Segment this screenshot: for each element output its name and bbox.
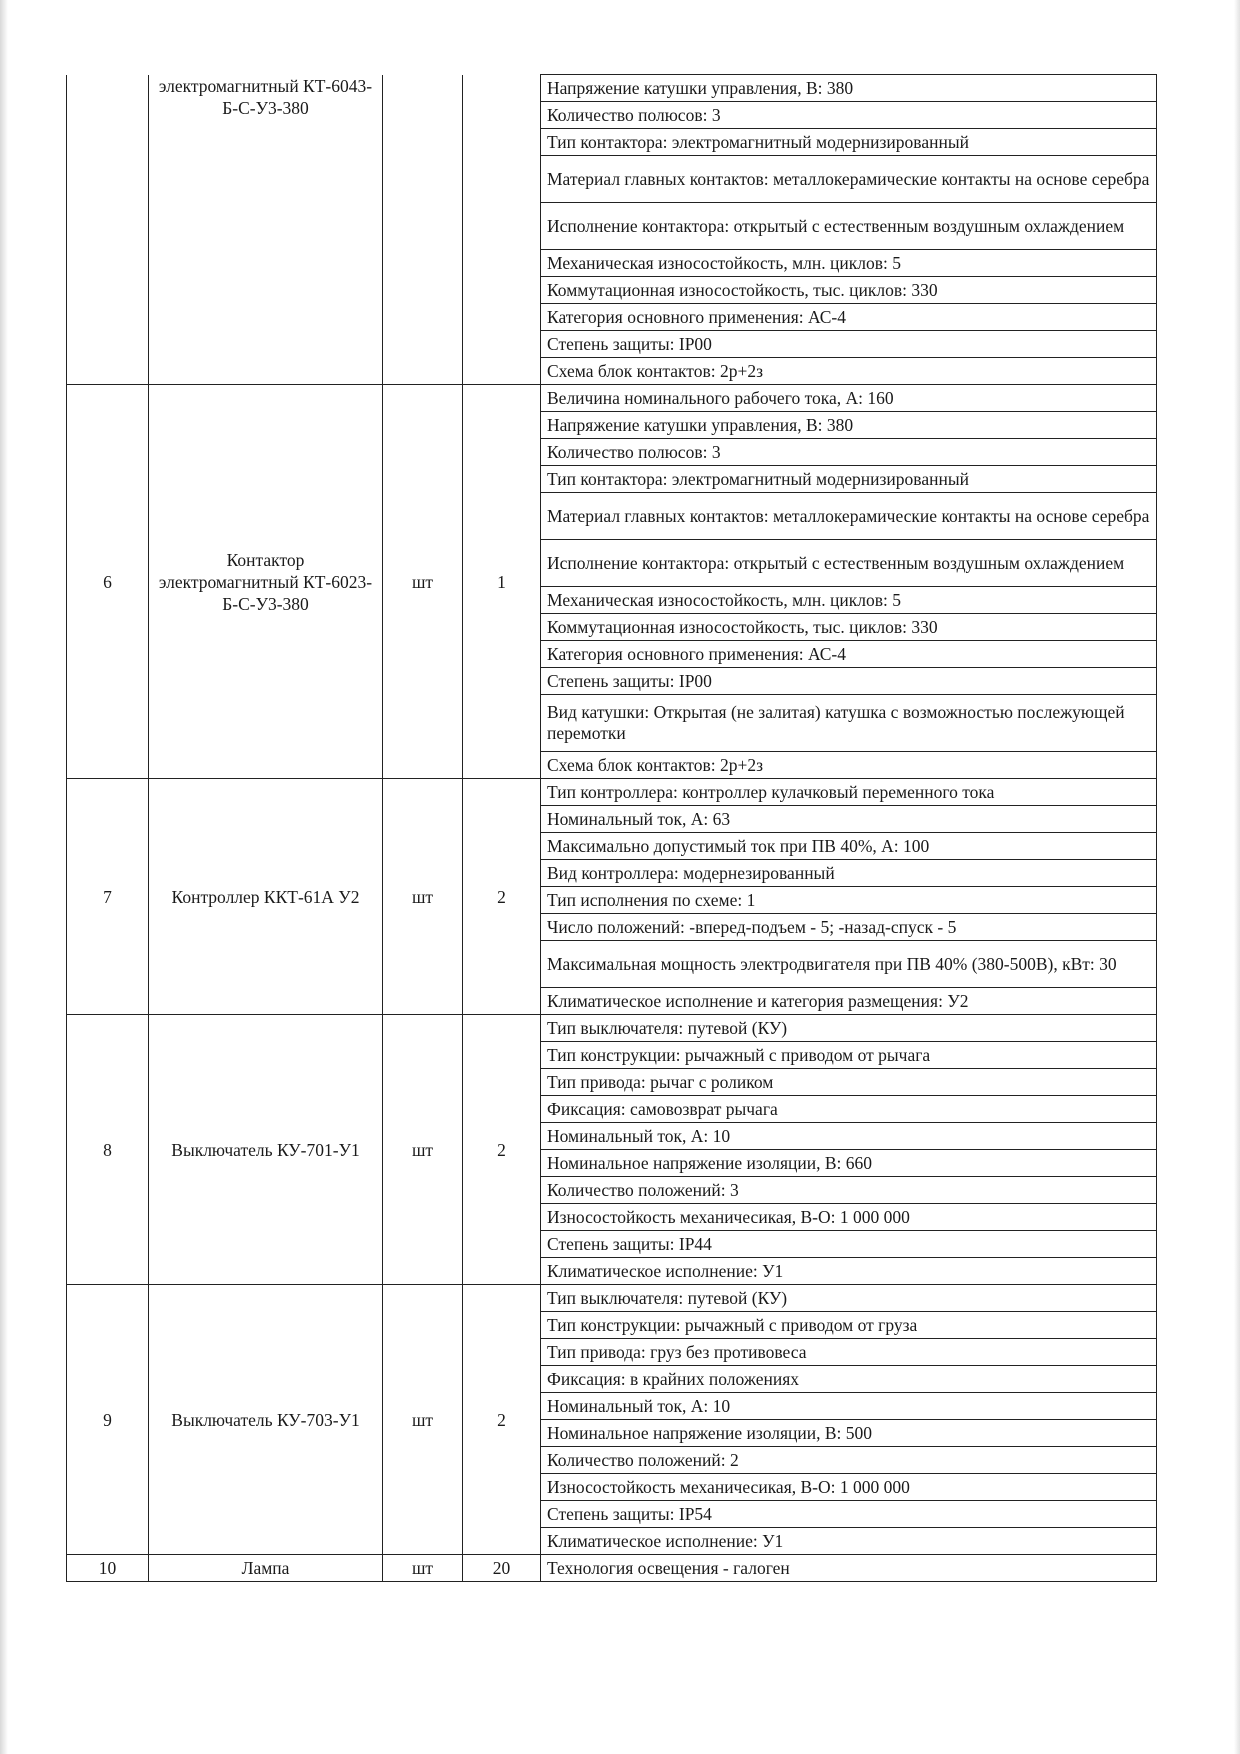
item-name: Выключатель КУ-703-У1: [149, 1285, 383, 1555]
item-spec: Степень защиты: IP00: [541, 331, 1157, 358]
item-name: Лампа: [149, 1555, 383, 1582]
item-name: Контроллер ККТ-61А У2: [149, 779, 383, 1015]
item-spec: Категория основного применения: АС-4: [541, 641, 1157, 668]
item-quantity: [463, 75, 541, 385]
item-spec: Количество полюсов: 3: [541, 439, 1157, 466]
table-row: [67, 1555, 1157, 1582]
item-spec: Коммутационная износостойкость, тыс. циклов: 330: [541, 277, 1157, 304]
item-quantity: 2: [463, 1015, 541, 1285]
item-spec: Исполнение контактора: открытый с естественным воздушным охлаждением: [541, 540, 1157, 587]
item-spec: Материал главных контактов: металлокерамические контакты на основе серебра: [541, 156, 1157, 203]
item-unit: шт: [383, 385, 463, 779]
item-spec: Вид контроллера: модернезированный: [541, 860, 1157, 887]
item-spec: Фиксация: в крайних положениях: [541, 1366, 1157, 1393]
item-spec: Износостойкость механичесикая, В-О: 1 000 000: [541, 1204, 1157, 1231]
item-spec: Номинальный ток, А: 10: [541, 1123, 1157, 1150]
item-unit: шт: [383, 1285, 463, 1555]
item-spec: Тип выключателя: путевой (КУ): [541, 1285, 1157, 1312]
table-row: [67, 779, 1157, 806]
item-spec: Количество положений: 2: [541, 1447, 1157, 1474]
table-row: [67, 1285, 1157, 1312]
item-spec: Износостойкость механичесикая, В-О: 1 000 000: [541, 1474, 1157, 1501]
item-spec: Номинальное напряжение изоляции, В: 500: [541, 1420, 1157, 1447]
item-spec: Степень защиты: IP54: [541, 1501, 1157, 1528]
item-spec: Максимальная мощность электродвигателя при ПВ 40% (380-500В), кВт: 30: [541, 941, 1157, 988]
item-spec: Технология освещения - галоген: [541, 1555, 1157, 1582]
item-spec: Степень защиты: IP44: [541, 1231, 1157, 1258]
item-spec: Тип привода: рычаг с роликом: [541, 1069, 1157, 1096]
item-spec: Степень защиты: IP00: [541, 668, 1157, 695]
item-spec: Напряжение катушки управления, В: 380: [541, 412, 1157, 439]
item-spec: Тип выключателя: путевой (КУ): [541, 1015, 1157, 1042]
item-spec: Количество положений: 3: [541, 1177, 1157, 1204]
item-spec: Тип конструкции: рычажный с приводом от груза: [541, 1312, 1157, 1339]
item-number: [67, 75, 149, 385]
item-spec: Климатическое исполнение и категория размещения: У2: [541, 988, 1157, 1015]
item-spec: Количество полюсов: 3: [541, 102, 1157, 129]
item-quantity: 1: [463, 385, 541, 779]
scan-edge-right: [1234, 0, 1240, 1754]
item-spec: Тип контроллера: контроллер кулачковый переменного тока: [541, 779, 1157, 806]
specification-table: [66, 74, 1157, 1582]
item-spec: Номинальное напряжение изоляции, В: 660: [541, 1150, 1157, 1177]
item-spec: Тип контактора: электромагнитный модернизированный: [541, 466, 1157, 493]
item-number: 9: [67, 1285, 149, 1555]
item-spec: Номинальный ток, А: 63: [541, 806, 1157, 833]
table-row: [67, 385, 1157, 412]
item-number: 8: [67, 1015, 149, 1285]
item-spec: Номинальный ток, А: 10: [541, 1393, 1157, 1420]
specification-table-body: [67, 75, 1157, 1582]
item-spec: Схема блок контактов: 2р+2з: [541, 752, 1157, 779]
item-spec: Механическая износостойкость, млн. циклов: 5: [541, 250, 1157, 277]
item-spec: Климатическое исполнение: У1: [541, 1528, 1157, 1555]
item-spec: Коммутационная износостойкость, тыс. циклов: 330: [541, 614, 1157, 641]
item-name: Выключатель КУ-701-У1: [149, 1015, 383, 1285]
item-number: 7: [67, 779, 149, 1015]
item-spec: Тип контактора: электромагнитный модернизированный: [541, 129, 1157, 156]
item-quantity: 20: [463, 1555, 541, 1582]
item-spec: Категория основного применения: АС-4: [541, 304, 1157, 331]
table-row: [67, 1015, 1157, 1042]
item-unit: шт: [383, 1555, 463, 1582]
item-spec: Максимально допустимый ток при ПВ 40%, А: 100: [541, 833, 1157, 860]
item-quantity: 2: [463, 779, 541, 1015]
item-unit: [383, 75, 463, 385]
item-spec: Схема блок контактов: 2р+2з: [541, 358, 1157, 385]
item-quantity: 2: [463, 1285, 541, 1555]
item-spec: Материал главных контактов: металлокерамические контакты на основе серебра: [541, 493, 1157, 540]
item-spec: Напряжение катушки управления, В: 380: [541, 75, 1157, 102]
table-row: [67, 75, 1157, 102]
item-spec: Исполнение контактора: открытый с естественным воздушным охлаждением: [541, 203, 1157, 250]
item-spec: Механическая износостойкость, млн. циклов: 5: [541, 587, 1157, 614]
item-spec: Тип конструкции: рычажный с приводом от рычага: [541, 1042, 1157, 1069]
item-spec: Климатическое исполнение: У1: [541, 1258, 1157, 1285]
item-unit: шт: [383, 779, 463, 1015]
item-spec: Тип привода: груз без противовеса: [541, 1339, 1157, 1366]
item-spec: Число положений: -вперед-подъем - 5; -назад-спуск - 5: [541, 914, 1157, 941]
item-number: 10: [67, 1555, 149, 1582]
item-number: 6: [67, 385, 149, 779]
item-spec: Фиксация: самовозврат рычага: [541, 1096, 1157, 1123]
item-name: Контактор электромагнитный КТ-6023-Б-С-У3-380: [149, 385, 383, 779]
item-spec: Вид катушки: Открытая (не залитая) катушка с возможностью послежующей перемотки: [541, 695, 1157, 752]
item-unit: шт: [383, 1015, 463, 1285]
item-spec: Тип исполнения по схеме: 1: [541, 887, 1157, 914]
item-spec: Величина номинального рабочего тока, А: 160: [541, 385, 1157, 412]
item-name: электромагнитный КТ-6043-Б-С-У3-380: [149, 75, 383, 385]
scan-edge-left: [0, 0, 8, 1754]
